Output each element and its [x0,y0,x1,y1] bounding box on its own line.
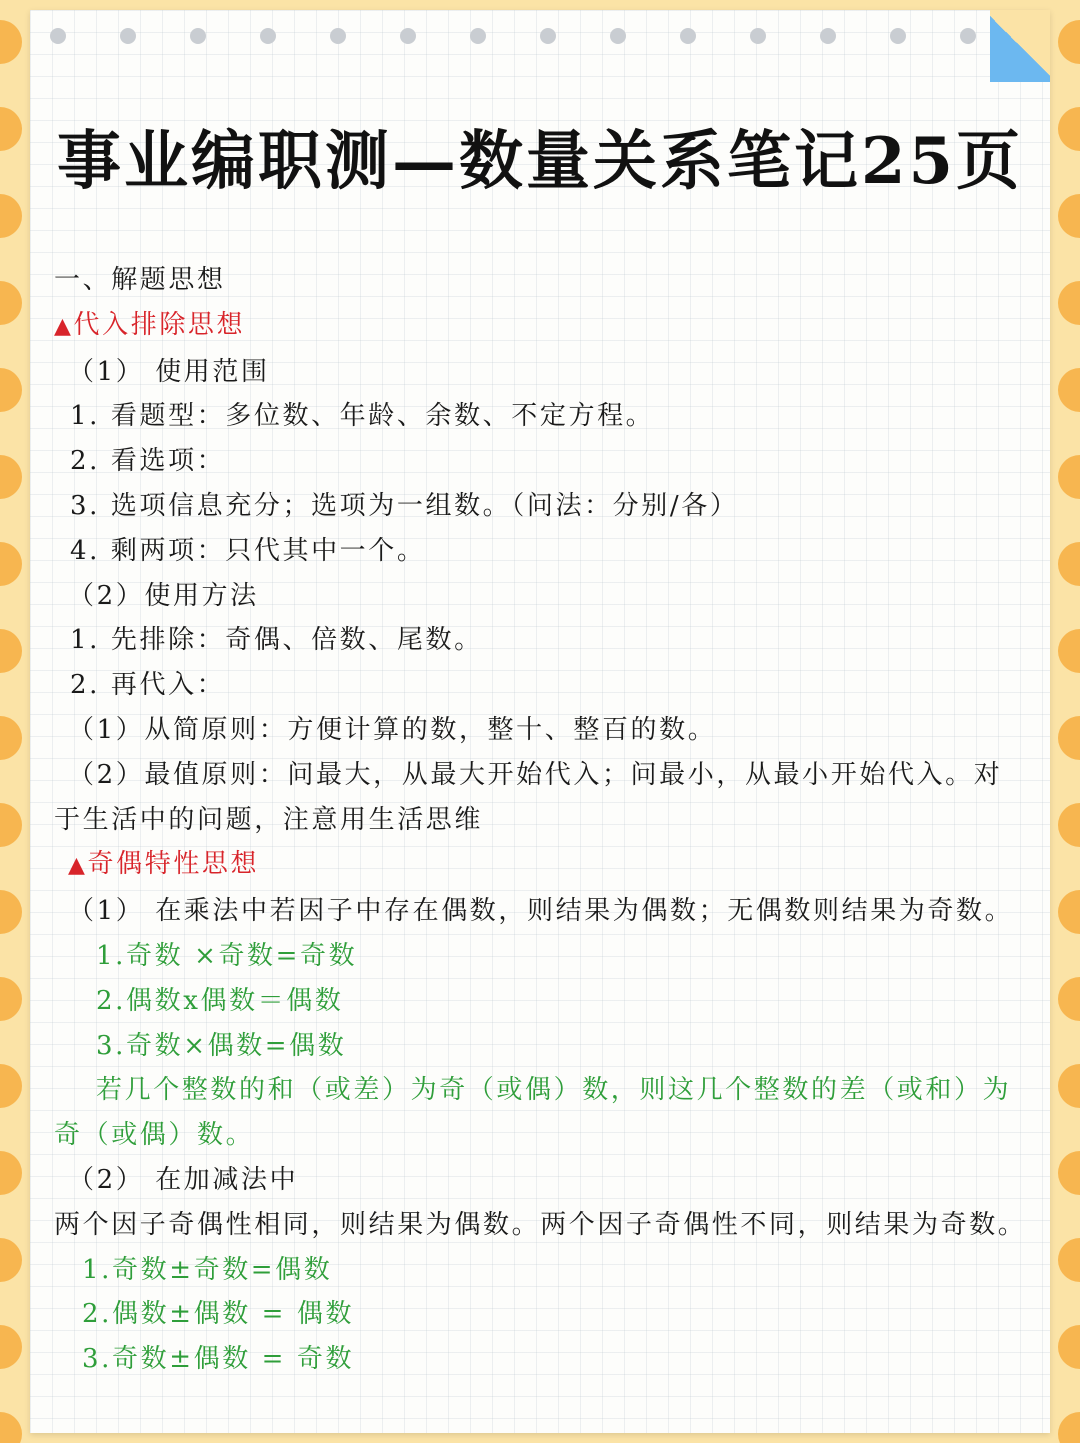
border-dot [0,107,22,151]
note-line: （2） 在加减法中 [68,1164,299,1195]
border-dot [0,542,22,586]
border-dot [1058,20,1080,64]
formula-line: 2.偶数x偶数＝偶数 [96,985,344,1016]
subsection-heading [54,842,1024,889]
binder-hole [680,28,696,44]
border-dot [1058,977,1080,1021]
note-line: 1. 看题型：多位数、年龄、余数、不定方程。 [70,401,655,432]
border-dot [0,1412,22,1443]
formula-line: 3.奇数±偶数 = 奇数 [82,1344,355,1375]
border-dot [1058,1064,1080,1108]
border-dot [1058,716,1080,760]
formula-line: 1.奇数 ×奇数=奇数 [96,940,358,971]
note-line: （1） 使用范围 [68,356,270,387]
note-line: 2. 再代入： [70,670,226,701]
binder-hole [890,28,906,44]
border-dot [0,890,22,934]
binder-hole [400,28,416,44]
binder-hole [120,28,136,44]
border-dot [0,1151,22,1195]
binder-hole [50,28,66,44]
border-dot [0,977,22,1021]
formula-line: 1.奇数±奇数=偶数 [82,1254,333,1285]
border-dot [0,20,22,64]
binder-hole [610,28,626,44]
binder-hole [750,28,766,44]
note-paper [30,10,1050,1433]
border-dot [1058,194,1080,238]
red-triangle-icon: ▲ [54,313,74,339]
subsection-heading-text: 奇偶特性思想 [87,849,260,880]
border-dot [0,803,22,847]
binder-hole [260,28,276,44]
border-dot [0,1064,22,1108]
section-heading: 一、解题思想 [54,265,226,295]
formula-line: 3.奇数×偶数=偶数 [96,1030,347,1061]
formula-line: 2.偶数±偶数 = 偶数 [82,1299,355,1330]
note-line: 1. 先排除：奇偶、倍数、尾数。 [70,625,483,656]
binder-hole [540,28,556,44]
note-line: （1）从简原则：方便计算的数，整十、整百的数。 [68,714,717,745]
border-dot [1058,455,1080,499]
binder-hole [820,28,836,44]
note-line: 两个因子奇偶性相同，则结果为偶数。两个因子奇偶性不同，则结果为奇数。 [54,1209,1027,1240]
border-dot [1058,281,1080,325]
subsection-heading-text: 代入排除思想 [73,309,246,340]
note-line: （1） 在乘法中若因子中存在偶数，则结果为偶数；无偶数则结果为奇数。 [68,896,1014,927]
subsection-heading [54,303,1024,350]
border-dot [1058,368,1080,412]
border-dot [1058,1325,1080,1369]
border-dot [1058,1151,1080,1195]
note-line: （2）使用方法 [68,580,259,611]
border-dot [1058,1412,1080,1443]
border-dot [1058,803,1080,847]
border-dot [0,281,22,325]
border-dot [0,368,22,412]
green-note-paragraph: 若几个整数的和（或差）为奇（或偶）数，则这几个整数的差（或和）为奇（或偶）数。 [54,1075,1012,1151]
binder-holes [50,28,990,48]
note-line: 4. 剩两项：只代其中一个。 [70,535,426,566]
notes-content [54,258,1027,1382]
border-dot [1058,890,1080,934]
note-paragraph: （2）最值原则：问最大，从最大开始代入；问最小，从最小开始代入。对于生活中的问题，注意用生活思维 [54,759,1003,835]
border-dot [1058,542,1080,586]
border-dot [0,194,22,238]
border-dot [1058,107,1080,151]
border-dot [1058,629,1080,673]
border-dot [0,455,22,499]
right-dot-border [1050,0,1080,1443]
left-dot-border [0,0,30,1443]
border-dot [0,1325,22,1369]
red-triangle-icon: ▲ [68,853,88,879]
note-line: 2. 看选项： [70,446,226,477]
border-dot [1058,1238,1080,1282]
binder-hole [190,28,206,44]
note-line: 3. 选项信息充分；选项为一组数。（问法：分别/各） [70,490,739,521]
page-title: 事业编职测—数量关系笔记25页 [56,124,1024,199]
binder-hole [330,28,346,44]
border-dot [0,1238,22,1282]
border-dot [0,629,22,673]
binder-hole [960,28,976,44]
page-fold-corner [990,10,1050,82]
binder-hole [470,28,486,44]
border-dot [0,716,22,760]
